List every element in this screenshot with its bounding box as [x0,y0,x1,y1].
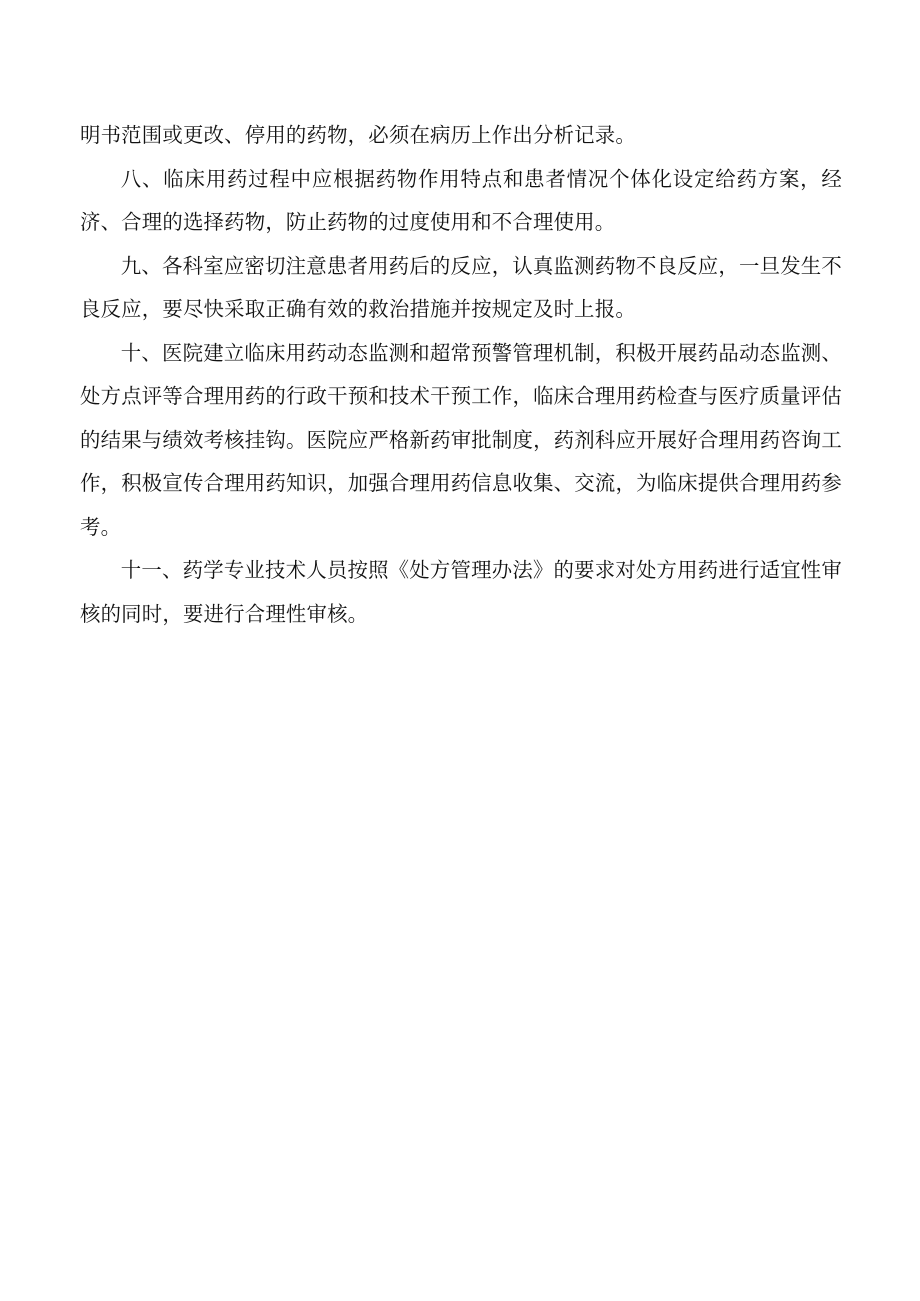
paragraph-article-10: 十、医院建立临床用药动态监测和超常预警管理机制，积极开展药品动态监测、处方点评等合理用药的行政干预和技术干预工作，临床合理用药检查与医疗质量评估的结果与绩效考核挂钩。医院应严格新药审批制度，药剂科应开展好合理用药咨询工作，积极宣传合理用药知识，加强合理用药信息收集、交流，为临床提供合理用药参考。 [80,340,842,539]
document-body [80,114,842,636]
paragraph-article-8: 八、临床用药过程中应根据药物作用特点和患者情况个体化设定给药方案，经济、合理的选择药物，防止药物的过度使用和不合理使用。 [80,166,842,234]
paragraph-article-11: 十一、药学专业技术人员按照《处方管理办法》的要求对处方用药进行适宜性审核的同时，要进行合理性审核。 [80,558,842,626]
paragraph-continuation: 明书范围或更改、停用的药物，必须在病历上作出分析记录。 [80,123,636,147]
paragraph-article-9: 九、各科室应密切注意患者用药后的反应，认真监测药物不良反应，一旦发生不良反应，要尽快采取正确有效的救治措施并按规定及时上报。 [80,253,842,321]
